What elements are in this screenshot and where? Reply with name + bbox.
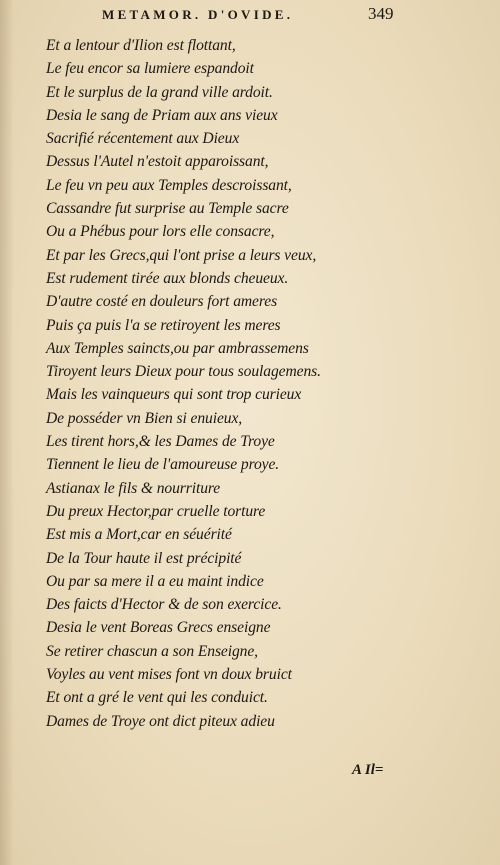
page-fold-shadow: [0, 0, 14, 865]
verse-line: Voyles au vent mises font vn doux bruict: [46, 666, 292, 684]
verse-line: Dames de Troye ont dict piteux adieu: [46, 712, 275, 730]
verse-line: Puis ça puis l'a se retiroyent les meres: [46, 316, 281, 334]
verse-line: Du preux Hector,par cruelle torture: [46, 502, 266, 520]
verse-line: Et par les Grecs,qui l'ont prise a leurs veux,: [46, 246, 317, 264]
verse-line: Ou a Phébus pour lors elle consacre,: [46, 223, 275, 241]
verse-line: Et ont a gré le vent qui les conduict.: [46, 689, 268, 707]
verse-line: Est mis a Mort,car en séuérité: [46, 526, 232, 544]
verse-line: Les tirent hors,& les Dames de Troye: [46, 433, 275, 451]
running-title: METAMOR. D'OVIDE.: [102, 7, 294, 22]
running-header: [102, 7, 352, 23]
verse-line: Aux Temples saincts,ou par ambrassemens: [46, 339, 309, 357]
verse-line: Et a lentour d'Ilion est flottant,: [46, 37, 236, 54]
verse-line: De posséder vn Bien si enuieux,: [46, 409, 243, 427]
verse-line: Des faicts d'Hector & de son exercice.: [46, 596, 282, 614]
verse-line: Le feu encor sa lumiere espandoit: [46, 60, 254, 78]
verse-block: [46, 34, 376, 733]
page-number: 349: [368, 4, 394, 23]
verse-line: Tiroyent leurs Dieux pour tous soulagemens.: [46, 363, 321, 381]
show-through-text: [436, 20, 500, 760]
verse-line: De la Tour haute il est précipité: [46, 549, 242, 567]
verse-line: Sacrifié récentement aux Dieux: [46, 130, 240, 148]
verse-line: Desia le sang de Priam aux ans vieux: [46, 106, 278, 124]
verse-line: Et le surplus de la grand ville ardoit.: [46, 83, 273, 101]
verse-line: Ou par sa mere il a eu maint indice: [46, 572, 264, 590]
verse-line: Dessus l'Autel n'estoit apparoissant,: [46, 153, 269, 171]
catchword: A Il=: [352, 762, 384, 778]
verse-line: Astianax le fils & nourriture: [46, 479, 221, 497]
verse-line: Desia le vent Boreas Grecs enseigne: [46, 619, 271, 637]
verse-line: Est rudement tirée aux blonds cheueux.: [46, 269, 289, 287]
verse-line: D'autre costé en douleurs fort ameres: [46, 293, 278, 311]
verse-line: Tiennent le lieu de l'amoureuse proye.: [46, 456, 280, 474]
verse-line: Le feu vn peu aux Temples descroissant,: [46, 176, 292, 194]
verse-line: Cassandre fut surprise au Temple sacre: [46, 200, 289, 218]
verse-line: Mais les vainqueurs qui sont trop curieux: [46, 386, 302, 404]
verse-line: Se retirer chascun a son Enseigne,: [46, 642, 258, 660]
